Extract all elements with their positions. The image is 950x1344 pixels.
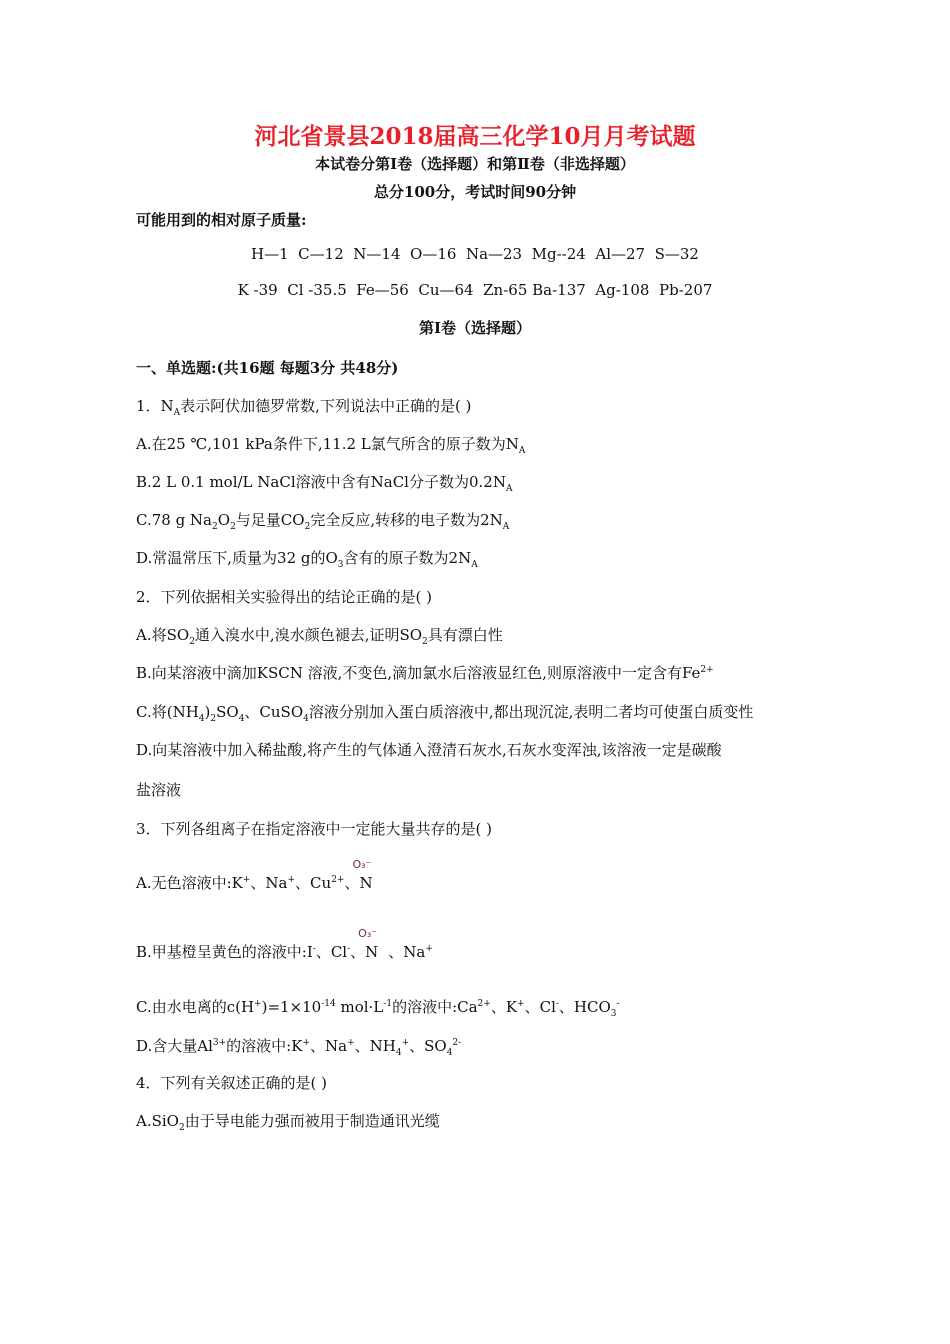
q3-option-a: A.无色溶液中:K+、Na+、$Cu^{2+}$、N O₃⁻ — [136, 858, 373, 892]
q2-option-b: B.向某溶液中滴加KSCN 溶液,不变色,滴加氯水后溶液显红色,则原溶液中一定含有$Fe^{2+}$ — [136, 664, 714, 682]
q1-option-b: B.2 L 0.1 mol/L NaCl溶液中含有NaCl分子数为$0.2N_A$ — [136, 473, 513, 494]
exam-info: 总分100分，考试时间90分钟 — [373, 183, 577, 201]
q2-option-a: A.将$SO_2$通入溴水中,溴水颜色褪去,证明$SO_2$具有漂白性 — [136, 626, 503, 647]
q3-stem: 3．下列各组离子在指定溶液中一定能大量共存的是( ) — [136, 820, 493, 838]
q3-option-b: B.甲基橙呈黄色的溶液中:I-、Cl-、N O₃⁻ 、Na+ — [136, 927, 433, 961]
masses-row-2: K -39 Cl -35.5 Fe—56 Cu—64 Zn-65 Ba-137 Ag-108 Pb-207 — [237, 281, 713, 299]
masses-label: 可能用到的相对原子质量: — [136, 211, 307, 229]
q2-option-c: C.将$(NH_4)_2SO_4$、CuSO$_4$溶液分别加入蛋白质溶液中,都出现沉淀,表明二者均可使蛋白质变性 — [136, 703, 754, 724]
q1-stem: 1．$N_A$表示阿伏加德罗常数,下列说法中正确的是( ) — [136, 397, 472, 418]
q2-option-d-cont: 盐溶液 — [136, 781, 182, 799]
q1-option-c: C.78 g $Na_2O_2$与足量$CO_2$完全反应,转移的电子数为$2N_A$ — [136, 511, 510, 532]
q2-stem: 2．下列依据相关实验得出的结论正确的是( ) — [136, 588, 433, 606]
exam-subtitle: 本试卷分第Ⅰ卷（选择题）和第Ⅱ卷（非选择题） — [315, 155, 635, 173]
exam-title: 河北省景县2018届高三化学10月月考试题 — [254, 123, 696, 150]
q1-option-d: D.常温常压下,质量为32 g的$O_3$含有的原子数为$2N_A$ — [136, 549, 478, 570]
q3-option-c: C.由水电离的$c(H^+)=1\times 10^{-14}$ $mol\cdot L^{-1}$的溶液中$:Ca^{2+}$、K+、Cl-、$HCO_3^-$ — [136, 998, 620, 1019]
q3-option-d: D.含大量$Al^{3+}$的溶液中:K+、Na+、$NH_4^+$、$SO_4^{2-}$ — [136, 1037, 462, 1058]
q1-option-a: A.在25 ℃,101 kPa条件下,11.2 L氯气所含的原子数为$N_A$ — [136, 435, 526, 456]
q4-option-a: A.SiO$_2$由于导电能力强而被用于制造通讯光缆 — [136, 1112, 440, 1133]
nitrate-formula-image: O₃⁻ — [358, 927, 378, 940]
q4-stem: 4．下列有关叙述正确的是( ) — [136, 1074, 328, 1092]
nitrate-formula-image: O₃⁻ — [352, 858, 372, 871]
q2-option-d: D.向某溶液中加入稀盐酸,将产生的气体通入澄清石灰水,石灰水变浑浊,该溶液一定是碳酸 — [136, 741, 722, 759]
part-title: 一、单选题:(共16题 每题3分 共48分) — [136, 359, 399, 377]
masses-row-1: H—1 C—12 N—14 O—16 Na—23 Mg--24 Al—27 S—32 — [251, 245, 699, 263]
section-heading: 第Ⅰ卷（选择题） — [418, 319, 532, 337]
